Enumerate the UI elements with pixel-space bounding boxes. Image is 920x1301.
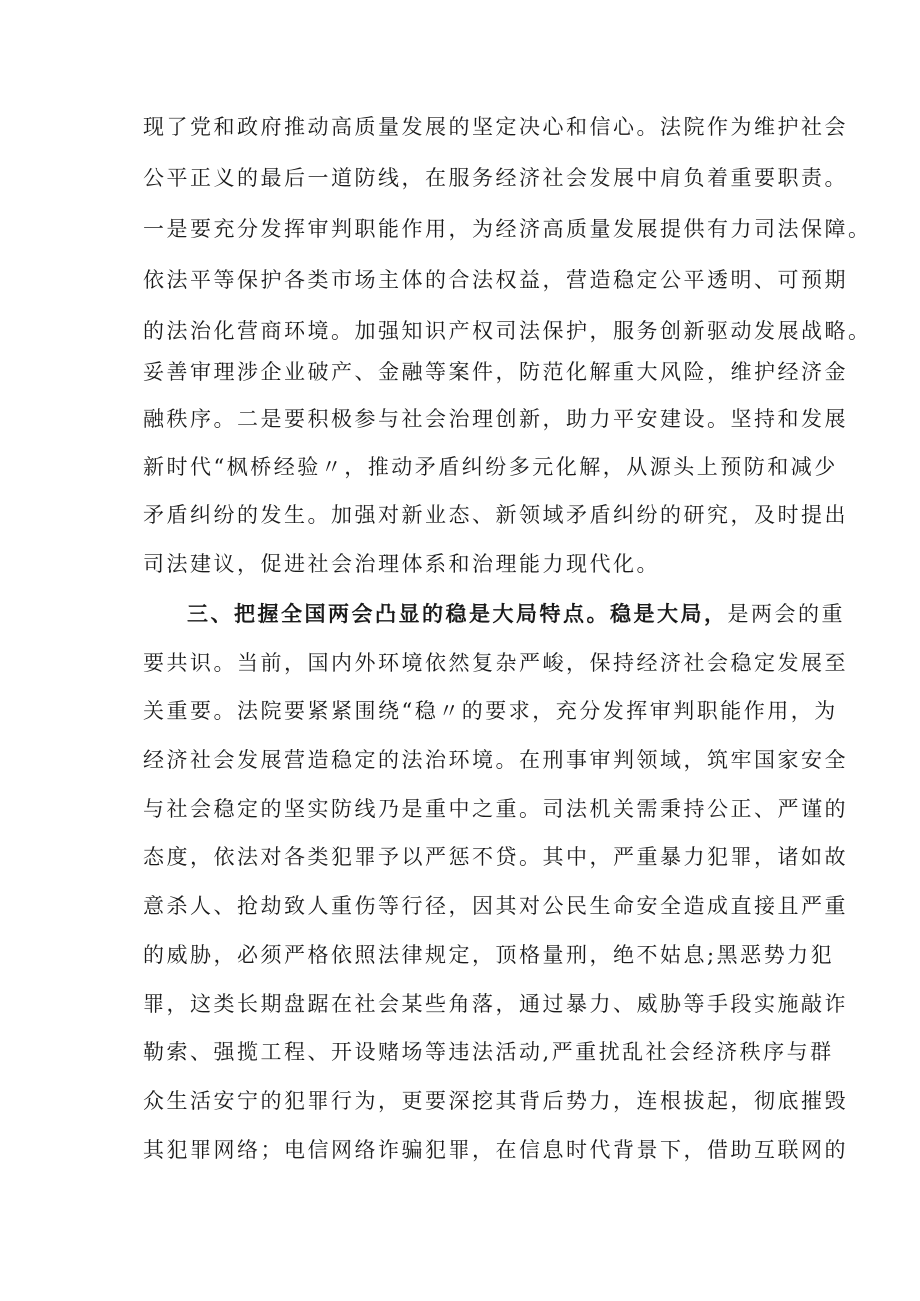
text-line: 的法治化营商环境。加强知识产权司法保护，服务创新驱动发展战略。 bbox=[143, 319, 872, 343]
text-line: 融秩序。二是要积极参与社会治理创新，助力平安建设。坚持和发展 bbox=[143, 407, 848, 431]
text-line: 依法平等保护各类市场主体的合法权益，营造稳定公平透明、可预期 bbox=[143, 268, 848, 292]
text-line: 罪，这类长期盘踞在社会某些角落，通过暴力、威胁等手段实施敲诈 bbox=[143, 992, 848, 1016]
text-line: 的威胁，必须严格依照法律规定，顶格量刑，绝不姑息;黑恶势力犯 bbox=[143, 943, 835, 967]
section-heading: 三、把握全国两会凸显的稳是大局特点。稳是大局， bbox=[187, 601, 728, 626]
text-line: 要共识。当前，国内外环境依然复杂严峻，保持经济社会稳定发展至 bbox=[143, 651, 848, 675]
text-line: 矛盾纠纷的发生。加强对新业态、新领域矛盾纠纷的研究，及时提出 bbox=[143, 503, 848, 527]
text-line: 勒索、强揽工程、开设赌场等违法活动,严重扰乱社会经济秩序与群 bbox=[143, 1040, 834, 1064]
text-line: 与社会稳定的坚实防线乃是重中之重。司法机关需秉持公正、严谨的 bbox=[143, 797, 848, 821]
text-line: 其犯罪网络；电信网络诈骗犯罪，在信息时代背景下，借助互联网的 bbox=[143, 1138, 848, 1162]
text-line: 一是要充分发挥审判职能作用，为经济高质量发展提供有力司法保障。 bbox=[143, 217, 872, 241]
text-line: 态度，依法对各类犯罪予以严惩不贷。其中，严重暴力犯罪，诸如故 bbox=[143, 845, 848, 869]
section-heading-rest: 是两会的重 bbox=[727, 602, 845, 626]
text-line: 众生活安宁的犯罪行为，更要深挖其背后势力，连根拔起，彻底摧毁 bbox=[143, 1089, 848, 1113]
text-line: 关重要。法院要紧紧围绕“稳〃的要求，充分发挥审判职能作用，为 bbox=[143, 699, 838, 723]
text-line: 意杀人、抢劫致人重伤等行径，因其对公民生命安全造成直接且严重 bbox=[143, 894, 848, 918]
text-line: 妥善审理涉企业破产、金融等案件，防范化解重大风险，维护经济金 bbox=[143, 360, 848, 384]
text-line: 现了党和政府推动高质量发展的坚定决心和信心。法院作为维护社会 bbox=[143, 115, 848, 139]
text-line: 经济社会发展营造稳定的法治环境。在刑事审判领域，筑牢国家安全 bbox=[143, 748, 848, 772]
text-line: 公平正义的最后一道防线，在服务经济社会发展中肩负着重要职责。 bbox=[143, 166, 848, 190]
text-line: 新时代“枫桥经验〃，推动矛盾纠纷多元化解，从源头上预防和减少 bbox=[143, 455, 838, 479]
text-line: 司法建议，促进社会治理体系和治理能力现代化。 bbox=[143, 552, 660, 576]
section-heading-line bbox=[187, 599, 845, 629]
